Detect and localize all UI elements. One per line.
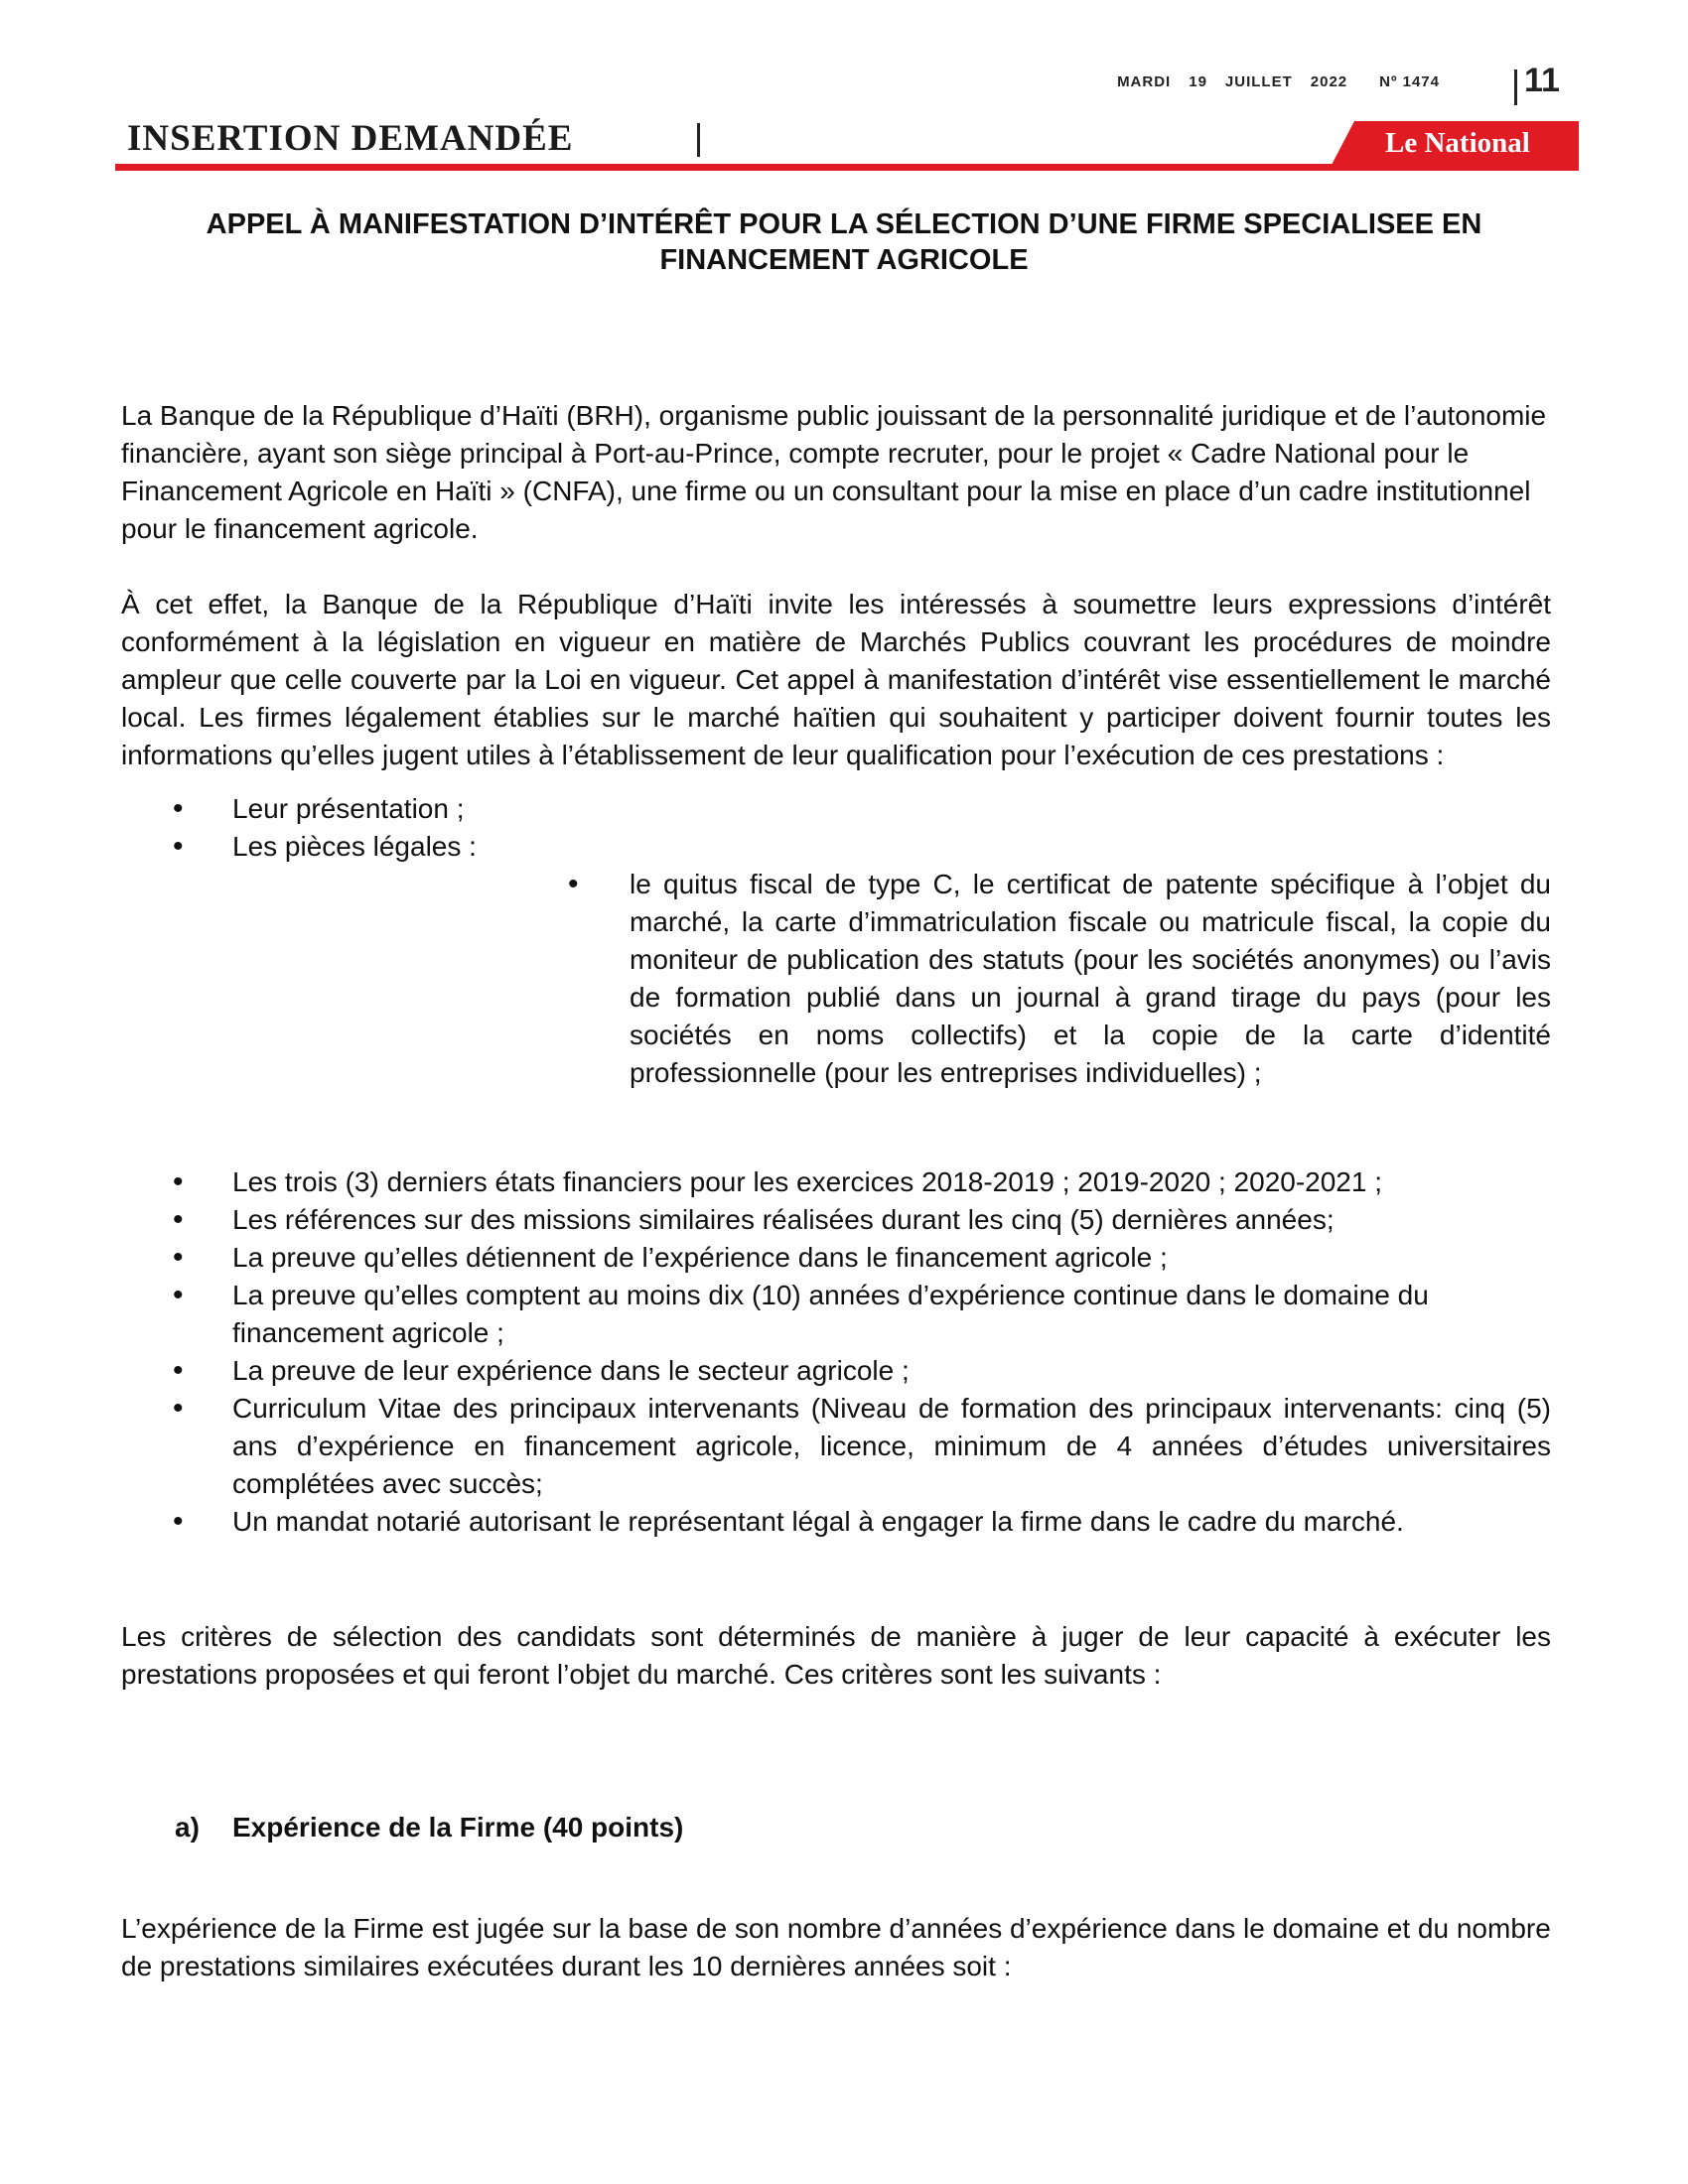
legal-documents-item: • le quitus fiscal de type C, le certificat de patente spécifique à l’objet du marché, la carte d’immatriculation fiscale ou matricule fiscal, la copie du moniteur de publication des statuts (pour les sociétés anonymes) ou l’avis de formation publié dans un journal à grand tirage du pays (pour les sociétés en noms collectifs) et la copie de la carte d’identité professionnelle (pour les entreprises individuelles) ;	[630, 866, 1551, 1092]
list-item: • Les trois (3) derniers états financiers pour les exercices 2018-2019 ; 2019-2020 ; 2020-2021 ;	[121, 1163, 1551, 1201]
criteria-heading-text: Expérience de la Firme (40 points)	[232, 1812, 684, 1843]
criteria-heading-label: a)	[175, 1812, 200, 1843]
list-item: • La preuve qu’elles comptent au moins dix (10) années d’expérience continue dans le domaine du financement agricole ;	[121, 1277, 1551, 1352]
issue-month: JUILLET	[1224, 73, 1293, 90]
intro-paragraph: La Banque de la République d’Haïti (BRH), organisme public jouissant de la personnalité juridique et de l’autonomie financière, ayant son siège principal à Port-au-Prince, compte recruter, pour le projet « Cadre National pour le Financement Agricole en Haïti » (CNFA), une firme ou un consultant pour la mise en place d’un cadre institutionnel pour le financement agricole.	[121, 400, 1547, 544]
issue-number: Nº 1474	[1379, 73, 1440, 90]
list-item: • Un mandat notarié autorisant le représentant légal à engager la firme dans le cadre du marché.	[121, 1503, 1551, 1541]
list-item: • La preuve de leur expérience dans le secteur agricole ;	[121, 1352, 1551, 1390]
document-body	[121, 397, 1551, 1985]
criteria-paragraph: Les critères de sélection des candidats sont déterminés de manière à juger de leur capacité à exécuter les prestations proposées et qui feront l’objet du marché. Ces critères sont les suivants :	[121, 1621, 1551, 1690]
issue-info	[1117, 73, 1440, 90]
document-title	[129, 206, 1559, 278]
document-title-line: APPEL À MANIFESTATION D’INTÉRÊT POUR LA SÉLECTION D’UNE FIRME SPECIALISEE EN	[206, 208, 1482, 240]
issue-day: MARDI	[1117, 73, 1172, 90]
brand-logo: Le National	[1385, 127, 1530, 159]
list-item: • Curriculum Vitae des principaux intervenants (Niveau de formation des principaux intervenants: cinq (5) ans d’expérience en financement agricole, licence, minimum de 4 années d’études universitaires complétées avec succès;	[121, 1390, 1551, 1503]
issue-year: 2022	[1310, 73, 1348, 90]
section-title: INSERTION DEMANDÉE	[127, 118, 574, 159]
issue-date-day: 19	[1189, 73, 1207, 90]
masthead-divider	[1514, 69, 1517, 105]
requirements-list	[121, 790, 1551, 866]
page-number: 11	[1524, 62, 1560, 99]
list-item: • Les références sur des missions similaires réalisées durant les cinq (5) dernières années;	[121, 1201, 1551, 1239]
list-item: • Les pièces légales :	[121, 828, 1551, 866]
list-item: • Leur présentation ;	[121, 790, 1551, 828]
requirements-list-continued	[121, 1163, 1551, 1541]
list-item: • La preuve qu’elles détiennent de l’expérience dans le financement agricole ;	[121, 1239, 1551, 1277]
experience-paragraph: L’expérience de la Firme est jugée sur la base de son nombre d’années d’expérience dans le domaine et du nombre de prestations similaires exécutées durant les 10 dernières années soit :	[121, 1913, 1551, 1981]
invitation-paragraph: À cet effet, la Banque de la République d’Haïti invite les intéressés à soumettre leurs expressions d’intérêt conformément à la législation en vigueur en matière de Marchés Publics couvrant les procédures de moindre ampleur que celle couverte par la Loi en vigueur. Cet appel à manifestation d’intérêt vise essentiellement le marché local. Les firmes légalement établies sur le marché haïtien qui souhaitent y participer doivent fournir toutes les informations qu’elles jugent utiles à l’établissement de leur qualification pour l’exécution de ces prestations :	[121, 589, 1551, 770]
document-title-line: FINANCEMENT AGRICOLE	[659, 244, 1029, 276]
criteria-heading-a	[121, 1809, 1551, 1846]
header-rule	[115, 164, 1579, 171]
section-divider	[697, 123, 700, 157]
